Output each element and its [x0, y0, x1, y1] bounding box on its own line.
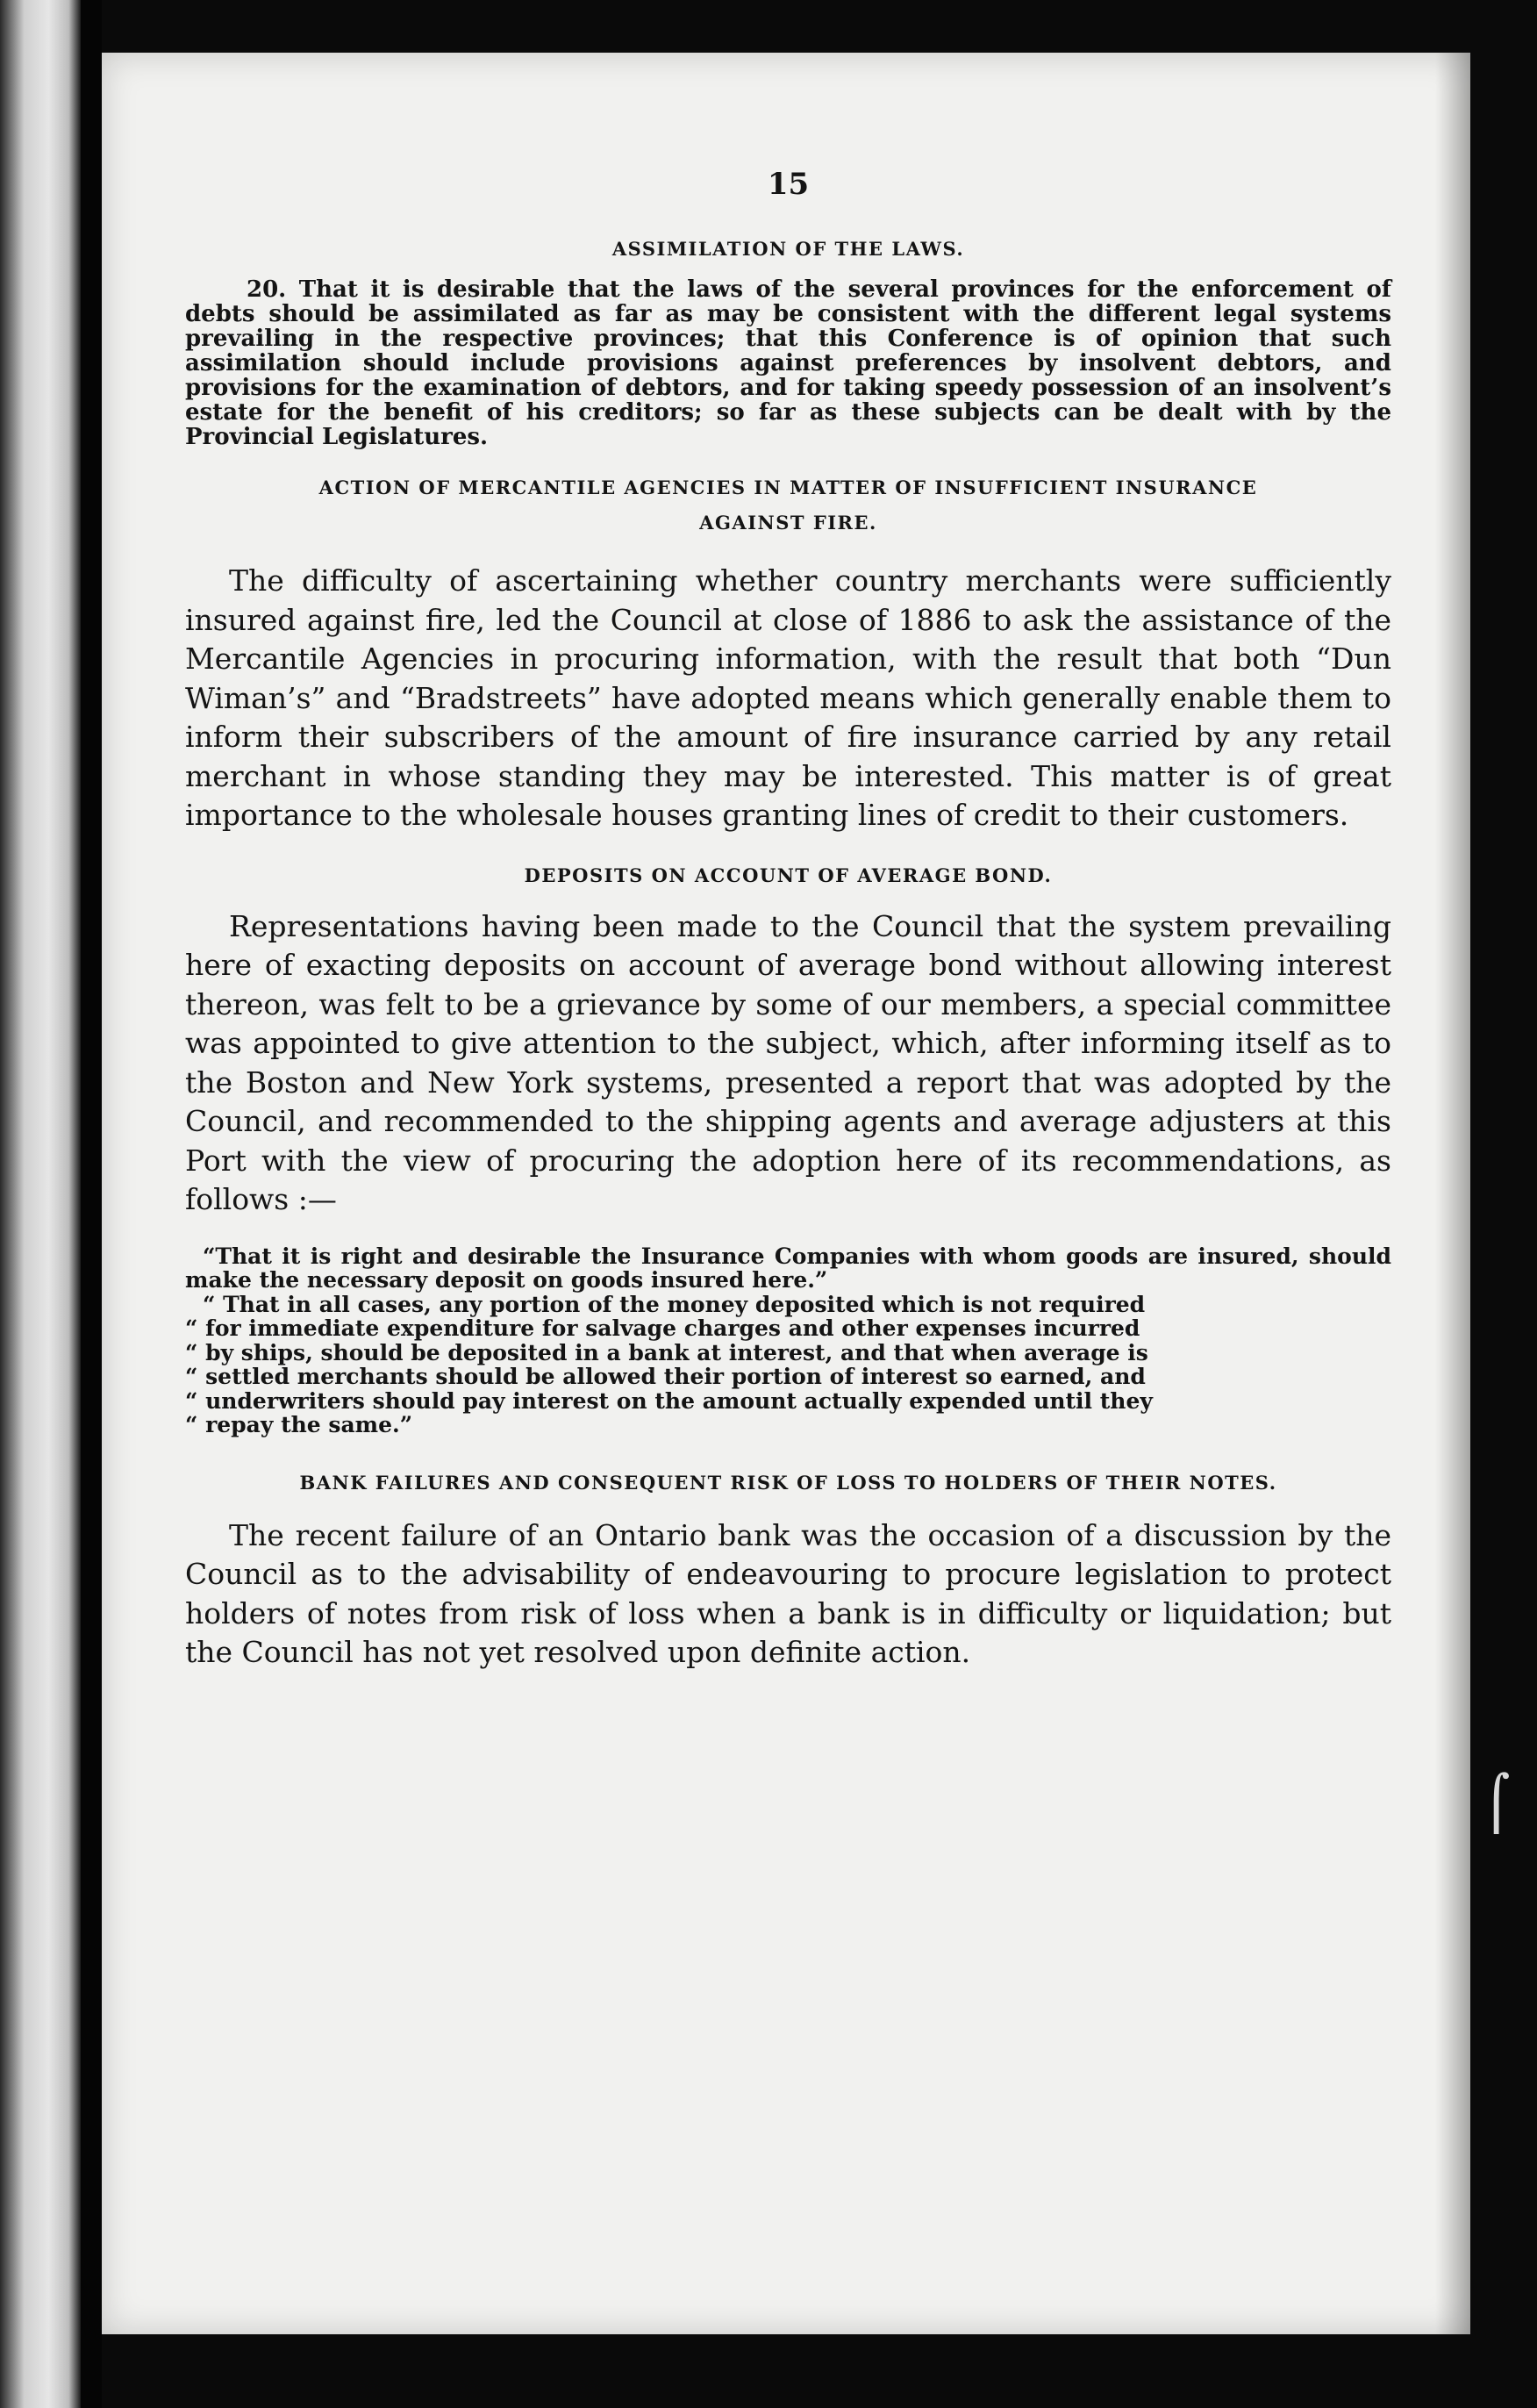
quote-2-line-1: “ That in all cases, any portion of the money deposited which is not required: [203, 1291, 1146, 1317]
section-bank-failures: [185, 1467, 1391, 1673]
previous-page-edge: [0, 0, 81, 2408]
quote-2-line-3: “ by ships, should be deposited in a bank at interest, and that when average is: [185, 1339, 1148, 1365]
paragraph-bank: The recent failure of an Ontario bank was the occasion of a discussion by the Council as to the advisability of endeavouring to procure legislation to protect holders of notes from risk of loss when a bank is in difficulty or liquidation; but the Council has not yet resolved upon definite action.: [185, 1517, 1391, 1669]
section-heading-bank: BANK FAILURES AND CONSEQUENT RISK OF LOSS TO HOLDERS OF THEIR NOTES.: [299, 1471, 1277, 1494]
heading-line-2: AGAINST FIRE.: [699, 512, 877, 534]
page-number: 15: [767, 167, 810, 202]
quote-2-line-4: “ settled merchants should be allowed their portion of interest so earned, and: [185, 1364, 1146, 1389]
section-deposits: [185, 860, 1391, 1437]
page-edge-shadow: [1435, 53, 1470, 2334]
heading-line-1: ACTION OF MERCANTILE AGENCIES IN MATTER OF INSUFFICIENT INSURANCE: [318, 477, 1258, 498]
document-page: [102, 53, 1470, 2334]
section-mercantile-agencies: [185, 470, 1391, 835]
page-content: [185, 167, 1391, 1697]
paragraph-mercantile: The difficulty of ascertaining whether country merchants were sufficiently insured against fire, led the Council at close of 1886 to ask the assistance of the Mercantile Agencies in procuring information, with the result that both “Dun Wiman’s” and “Bradstreets” have adopted means which generally enable them to inform their subscribers of the amount of fire insurance carried by any retail merchant in whose standing they may be interested. This matter is of great importance to the wholesale houses granting lines of credit to their customers.: [185, 563, 1391, 832]
paragraph-assimilation: 20. That it is desirable that the laws of the several provinces for the enforcement of debts should be assimilated as far as may be consistent with the different legal systems prevailing in the respective provinces; that this Conference is of opinion that such assimilation should include provisions against preferences by insolvent debtors, and provisions for the examination of debtors, and for taking speedy possession of an insolvent’s estate for the benefit of his creditors; so far as these subjects can be dealt with by the Provincial Legislatures.: [185, 276, 1391, 450]
quote-1: “That it is right and desirable the Insurance Companies with whom goods are insured, should make the necessary deposit on goods insured here.”: [185, 1243, 1391, 1293]
section-heading-assimilation: ASSIMILATION OF THE LAWS.: [611, 238, 965, 260]
margin-pen-mark: ⌠: [1483, 1773, 1511, 1834]
quote-2-line-5: “ underwriters should pay interest on the amount actually expended until they: [185, 1387, 1153, 1414]
quote-2-line-2: “ for immediate expenditure for salvage charges and other expenses incurred: [185, 1315, 1140, 1341]
paragraph-deposits: Representations having been made to the Council that the system prevailing here of exacting deposits on account of average bond without allowing interest thereon, was felt to be a grievance by some of our members, a special committee was appointed to give attention to the subject, which, after informing itself as to the Boston and New York systems, presented a report that was adopted by the Council, and recommended to the shipping agents and average adjusters at this Port with the view of procuring the adoption here of its recommendations, as follows :—: [185, 908, 1391, 1216]
quote-2-line-6: “ repay the same.”: [185, 1412, 413, 1437]
book-binding-gap: [81, 0, 102, 2408]
section-heading-mercantile: [185, 470, 1391, 541]
section-assimilation: [185, 233, 1391, 449]
section-heading-deposits: DEPOSITS ON ACCOUNT OF AVERAGE BOND.: [524, 864, 1053, 886]
quoted-recommendations: [185, 1244, 1391, 1437]
